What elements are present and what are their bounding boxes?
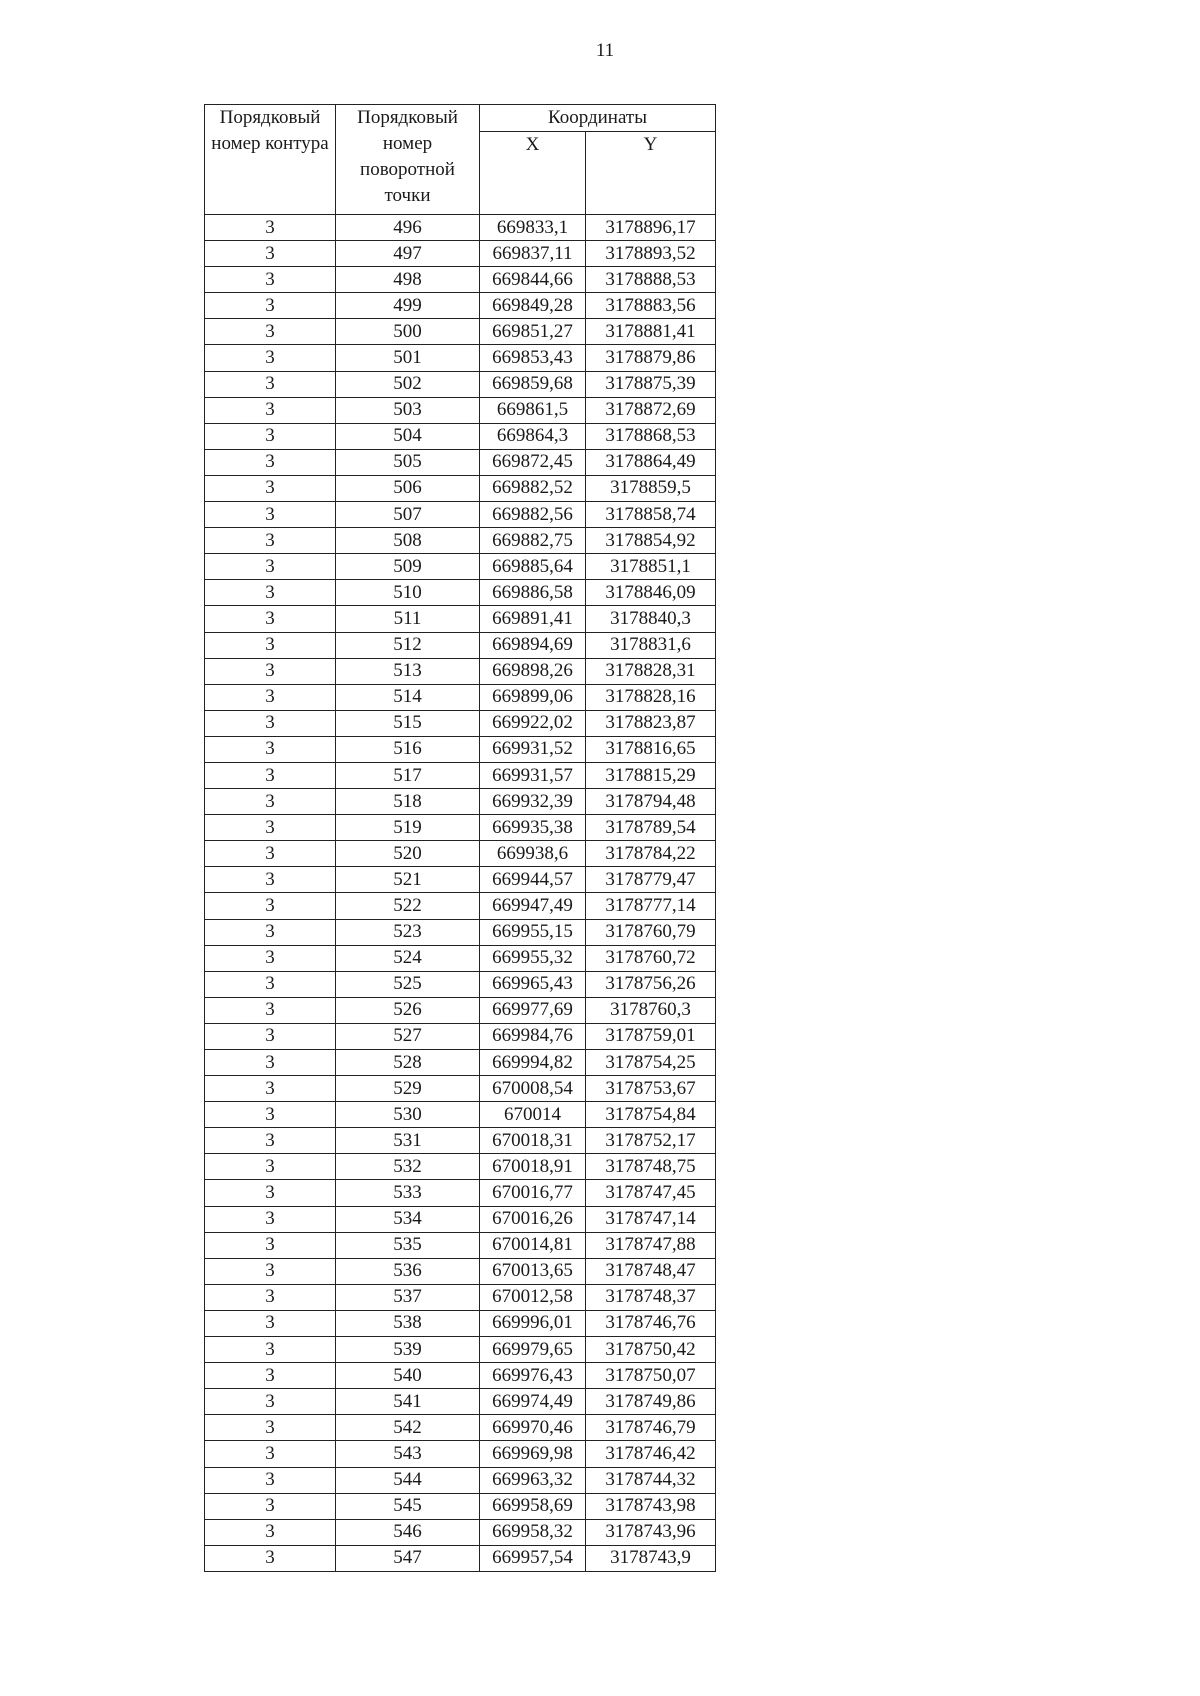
cell-y: 3178854,92 (586, 528, 716, 554)
cell-point-number: 534 (336, 1206, 480, 1232)
cell-y: 3178881,41 (586, 319, 716, 345)
cell-point-number: 499 (336, 293, 480, 319)
cell-y: 3178746,76 (586, 1310, 716, 1336)
cell-x: 669891,41 (480, 606, 586, 632)
cell-x: 669851,27 (480, 319, 586, 345)
cell-contour-number: 3 (205, 215, 336, 241)
cell-y: 3178754,84 (586, 1102, 716, 1128)
cell-contour-number: 3 (205, 606, 336, 632)
cell-y: 3178756,26 (586, 971, 716, 997)
table-row (205, 1363, 716, 1389)
cell-y: 3178823,87 (586, 710, 716, 736)
cell-contour-number: 3 (205, 580, 336, 606)
cell-x: 670016,26 (480, 1206, 586, 1232)
table-row (205, 971, 716, 997)
table-row (205, 293, 716, 319)
table-row (205, 606, 716, 632)
table-row (205, 841, 716, 867)
cell-y: 3178750,07 (586, 1363, 716, 1389)
cell-contour-number: 3 (205, 1284, 336, 1310)
cell-x: 669965,43 (480, 971, 586, 997)
cell-x: 670013,65 (480, 1258, 586, 1284)
cell-contour-number: 3 (205, 736, 336, 762)
cell-contour-number: 3 (205, 1076, 336, 1102)
cell-contour-number: 3 (205, 841, 336, 867)
cell-x: 669969,98 (480, 1441, 586, 1467)
cell-point-number: 504 (336, 423, 480, 449)
cell-contour-number: 3 (205, 345, 336, 371)
cell-y: 3178743,98 (586, 1493, 716, 1519)
cell-contour-number: 3 (205, 371, 336, 397)
cell-point-number: 521 (336, 867, 480, 893)
cell-x: 669859,68 (480, 371, 586, 397)
cell-point-number: 535 (336, 1232, 480, 1258)
cell-x: 669938,6 (480, 841, 586, 867)
table-row (205, 1180, 716, 1206)
cell-contour-number: 3 (205, 945, 336, 971)
cell-x: 669947,49 (480, 893, 586, 919)
cell-x: 670018,31 (480, 1128, 586, 1154)
table-row (205, 1337, 716, 1363)
cell-point-number: 526 (336, 997, 480, 1023)
cell-y: 3178816,65 (586, 736, 716, 762)
cell-point-number: 501 (336, 345, 480, 371)
cell-x: 670014,81 (480, 1232, 586, 1258)
cell-x: 669833,1 (480, 215, 586, 241)
cell-y: 3178748,37 (586, 1284, 716, 1310)
cell-point-number: 529 (336, 1076, 480, 1102)
cell-contour-number: 3 (205, 1493, 336, 1519)
header-contour-number: Порядковый номер контура (205, 105, 336, 215)
table-row (205, 267, 716, 293)
cell-y: 3178779,47 (586, 867, 716, 893)
cell-point-number: 508 (336, 528, 480, 554)
table-row (205, 1206, 716, 1232)
cell-point-number: 542 (336, 1415, 480, 1441)
cell-y: 3178896,17 (586, 215, 716, 241)
cell-contour-number: 3 (205, 710, 336, 736)
cell-x: 669957,54 (480, 1545, 586, 1571)
header-point-number: Порядковый номер поворотной точки (336, 105, 480, 215)
cell-y: 3178859,5 (586, 475, 716, 501)
table-row (205, 1128, 716, 1154)
cell-x: 669963,32 (480, 1467, 586, 1493)
cell-contour-number: 3 (205, 632, 336, 658)
cell-point-number: 515 (336, 710, 480, 736)
cell-y: 3178789,54 (586, 815, 716, 841)
cell-y: 3178746,79 (586, 1415, 716, 1441)
cell-x: 669894,69 (480, 632, 586, 658)
cell-y: 3178760,72 (586, 945, 716, 971)
cell-point-number: 539 (336, 1337, 480, 1363)
cell-x: 669994,82 (480, 1050, 586, 1076)
cell-point-number: 517 (336, 762, 480, 788)
table-row (205, 554, 716, 580)
table-row (205, 397, 716, 423)
cell-point-number: 531 (336, 1128, 480, 1154)
table-row (205, 1050, 716, 1076)
table-row (205, 867, 716, 893)
cell-point-number: 496 (336, 215, 480, 241)
table-row (205, 345, 716, 371)
table-row (205, 1545, 716, 1571)
cell-point-number: 519 (336, 815, 480, 841)
cell-y: 3178883,56 (586, 293, 716, 319)
table-row (205, 371, 716, 397)
cell-contour-number: 3 (205, 1415, 336, 1441)
cell-contour-number: 3 (205, 658, 336, 684)
table-row (205, 945, 716, 971)
cell-point-number: 514 (336, 684, 480, 710)
cell-x: 669931,57 (480, 762, 586, 788)
cell-x: 669974,49 (480, 1389, 586, 1415)
cell-contour-number: 3 (205, 293, 336, 319)
cell-y: 3178888,53 (586, 267, 716, 293)
table-row (205, 1284, 716, 1310)
cell-x: 669861,5 (480, 397, 586, 423)
cell-point-number: 533 (336, 1180, 480, 1206)
cell-y: 3178851,1 (586, 554, 716, 580)
table-row (205, 502, 716, 528)
cell-y: 3178831,6 (586, 632, 716, 658)
cell-x: 669977,69 (480, 997, 586, 1023)
cell-x: 669979,65 (480, 1337, 586, 1363)
cell-x: 669885,64 (480, 554, 586, 580)
cell-y: 3178840,3 (586, 606, 716, 632)
cell-x: 669872,45 (480, 449, 586, 475)
table-row (205, 789, 716, 815)
cell-point-number: 538 (336, 1310, 480, 1336)
table-row (205, 1415, 716, 1441)
table-row (205, 319, 716, 345)
table-row (205, 241, 716, 267)
cell-y: 3178868,53 (586, 423, 716, 449)
table-row (205, 736, 716, 762)
cell-point-number: 497 (336, 241, 480, 267)
cell-y: 3178747,14 (586, 1206, 716, 1232)
table-row (205, 1493, 716, 1519)
table-row (205, 1232, 716, 1258)
cell-contour-number: 3 (205, 319, 336, 345)
cell-point-number: 527 (336, 1023, 480, 1049)
cell-y: 3178879,86 (586, 345, 716, 371)
cell-y: 3178815,29 (586, 762, 716, 788)
cell-y: 3178746,42 (586, 1441, 716, 1467)
cell-x: 669864,3 (480, 423, 586, 449)
cell-y: 3178759,01 (586, 1023, 716, 1049)
cell-x: 669931,52 (480, 736, 586, 762)
cell-x: 669932,39 (480, 789, 586, 815)
cell-point-number: 507 (336, 502, 480, 528)
table-row (205, 1389, 716, 1415)
cell-contour-number: 3 (205, 423, 336, 449)
cell-x: 669944,57 (480, 867, 586, 893)
table-row (205, 1102, 716, 1128)
cell-contour-number: 3 (205, 893, 336, 919)
table-row (205, 1258, 716, 1284)
cell-point-number: 509 (336, 554, 480, 580)
cell-y: 3178872,69 (586, 397, 716, 423)
table-row (205, 1519, 716, 1545)
cell-point-number: 502 (336, 371, 480, 397)
cell-y: 3178828,31 (586, 658, 716, 684)
cell-contour-number: 3 (205, 1545, 336, 1571)
cell-contour-number: 3 (205, 1389, 336, 1415)
cell-contour-number: 3 (205, 449, 336, 475)
cell-contour-number: 3 (205, 267, 336, 293)
cell-x: 670012,58 (480, 1284, 586, 1310)
cell-contour-number: 3 (205, 919, 336, 945)
cell-contour-number: 3 (205, 815, 336, 841)
cell-contour-number: 3 (205, 528, 336, 554)
cell-point-number: 536 (336, 1258, 480, 1284)
cell-contour-number: 3 (205, 997, 336, 1023)
cell-y: 3178749,86 (586, 1389, 716, 1415)
cell-x: 669882,52 (480, 475, 586, 501)
cell-point-number: 540 (336, 1363, 480, 1389)
cell-contour-number: 3 (205, 762, 336, 788)
cell-contour-number: 3 (205, 1023, 336, 1049)
cell-point-number: 525 (336, 971, 480, 997)
cell-y: 3178760,3 (586, 997, 716, 1023)
cell-y: 3178760,79 (586, 919, 716, 945)
cell-point-number: 523 (336, 919, 480, 945)
table-row (205, 423, 716, 449)
cell-y: 3178752,17 (586, 1128, 716, 1154)
cell-y: 3178747,45 (586, 1180, 716, 1206)
cell-point-number: 510 (336, 580, 480, 606)
cell-contour-number: 3 (205, 1102, 336, 1128)
cell-contour-number: 3 (205, 1337, 336, 1363)
coordinates-table (204, 104, 716, 1572)
cell-contour-number: 3 (205, 554, 336, 580)
table-body (205, 215, 716, 1572)
cell-contour-number: 3 (205, 1467, 336, 1493)
cell-point-number: 544 (336, 1467, 480, 1493)
cell-contour-number: 3 (205, 1310, 336, 1336)
cell-x: 670018,91 (480, 1154, 586, 1180)
cell-contour-number: 3 (205, 684, 336, 710)
table-header (205, 105, 716, 215)
cell-contour-number: 3 (205, 1519, 336, 1545)
table-row (205, 1023, 716, 1049)
table-row (205, 449, 716, 475)
cell-x: 669837,11 (480, 241, 586, 267)
table-row (205, 475, 716, 501)
cell-x: 669844,66 (480, 267, 586, 293)
header-y: Y (586, 132, 716, 215)
cell-point-number: 505 (336, 449, 480, 475)
table-row (205, 580, 716, 606)
cell-x: 669955,32 (480, 945, 586, 971)
cell-contour-number: 3 (205, 1441, 336, 1467)
cell-contour-number: 3 (205, 867, 336, 893)
table-row (205, 658, 716, 684)
cell-contour-number: 3 (205, 241, 336, 267)
cell-y: 3178777,14 (586, 893, 716, 919)
cell-x: 669955,15 (480, 919, 586, 945)
cell-y: 3178858,74 (586, 502, 716, 528)
cell-point-number: 513 (336, 658, 480, 684)
cell-contour-number: 3 (205, 1128, 336, 1154)
cell-x: 669886,58 (480, 580, 586, 606)
cell-point-number: 546 (336, 1519, 480, 1545)
cell-x: 669996,01 (480, 1310, 586, 1336)
cell-y: 3178743,96 (586, 1519, 716, 1545)
cell-point-number: 503 (336, 397, 480, 423)
cell-contour-number: 3 (205, 789, 336, 815)
cell-point-number: 545 (336, 1493, 480, 1519)
cell-contour-number: 3 (205, 1154, 336, 1180)
table-row (205, 528, 716, 554)
cell-x: 669935,38 (480, 815, 586, 841)
cell-contour-number: 3 (205, 1206, 336, 1232)
header-coordinates: Координаты (480, 105, 716, 132)
cell-x: 669976,43 (480, 1363, 586, 1389)
cell-y: 3178846,09 (586, 580, 716, 606)
table-row (205, 893, 716, 919)
table-row (205, 815, 716, 841)
cell-contour-number: 3 (205, 1363, 336, 1389)
cell-y: 3178875,39 (586, 371, 716, 397)
cell-y: 3178753,67 (586, 1076, 716, 1102)
cell-contour-number: 3 (205, 1232, 336, 1258)
cell-contour-number: 3 (205, 1050, 336, 1076)
cell-contour-number: 3 (205, 971, 336, 997)
cell-y: 3178784,22 (586, 841, 716, 867)
cell-point-number: 506 (336, 475, 480, 501)
cell-x: 669882,75 (480, 528, 586, 554)
cell-point-number: 528 (336, 1050, 480, 1076)
cell-x: 669882,56 (480, 502, 586, 528)
cell-x: 669958,69 (480, 1493, 586, 1519)
cell-contour-number: 3 (205, 502, 336, 528)
cell-x: 670016,77 (480, 1180, 586, 1206)
cell-x: 669970,46 (480, 1415, 586, 1441)
cell-point-number: 537 (336, 1284, 480, 1310)
cell-contour-number: 3 (205, 475, 336, 501)
cell-y: 3178893,52 (586, 241, 716, 267)
cell-point-number: 530 (336, 1102, 480, 1128)
cell-point-number: 532 (336, 1154, 480, 1180)
cell-y: 3178750,42 (586, 1337, 716, 1363)
cell-x: 669958,32 (480, 1519, 586, 1545)
table-row (205, 710, 716, 736)
cell-point-number: 522 (336, 893, 480, 919)
cell-point-number: 541 (336, 1389, 480, 1415)
cell-y: 3178744,32 (586, 1467, 716, 1493)
cell-contour-number: 3 (205, 1258, 336, 1284)
cell-point-number: 543 (336, 1441, 480, 1467)
cell-point-number: 520 (336, 841, 480, 867)
cell-x: 670014 (480, 1102, 586, 1128)
cell-point-number: 547 (336, 1545, 480, 1571)
table-row (205, 1467, 716, 1493)
cell-y: 3178748,47 (586, 1258, 716, 1284)
cell-x: 669853,43 (480, 345, 586, 371)
cell-x: 669984,76 (480, 1023, 586, 1049)
cell-point-number: 498 (336, 267, 480, 293)
cell-y: 3178794,48 (586, 789, 716, 815)
table-row (205, 1076, 716, 1102)
table-row (205, 684, 716, 710)
cell-point-number: 524 (336, 945, 480, 971)
cell-y: 3178828,16 (586, 684, 716, 710)
cell-x: 669899,06 (480, 684, 586, 710)
table-row (205, 1441, 716, 1467)
cell-contour-number: 3 (205, 1180, 336, 1206)
table-row (205, 997, 716, 1023)
table-row (205, 1154, 716, 1180)
table-row (205, 919, 716, 945)
cell-x: 669849,28 (480, 293, 586, 319)
table-row (205, 1310, 716, 1336)
cell-x: 669898,26 (480, 658, 586, 684)
table-row (205, 215, 716, 241)
header-x: X (480, 132, 586, 215)
cell-point-number: 518 (336, 789, 480, 815)
cell-x: 670008,54 (480, 1076, 586, 1102)
page-number: 11 (595, 40, 615, 61)
cell-point-number: 512 (336, 632, 480, 658)
cell-y: 3178754,25 (586, 1050, 716, 1076)
cell-y: 3178747,88 (586, 1232, 716, 1258)
cell-contour-number: 3 (205, 397, 336, 423)
table-row (205, 632, 716, 658)
cell-y: 3178748,75 (586, 1154, 716, 1180)
table-row (205, 762, 716, 788)
cell-y: 3178743,9 (586, 1545, 716, 1571)
cell-point-number: 511 (336, 606, 480, 632)
cell-x: 669922,02 (480, 710, 586, 736)
cell-point-number: 516 (336, 736, 480, 762)
cell-y: 3178864,49 (586, 449, 716, 475)
cell-point-number: 500 (336, 319, 480, 345)
